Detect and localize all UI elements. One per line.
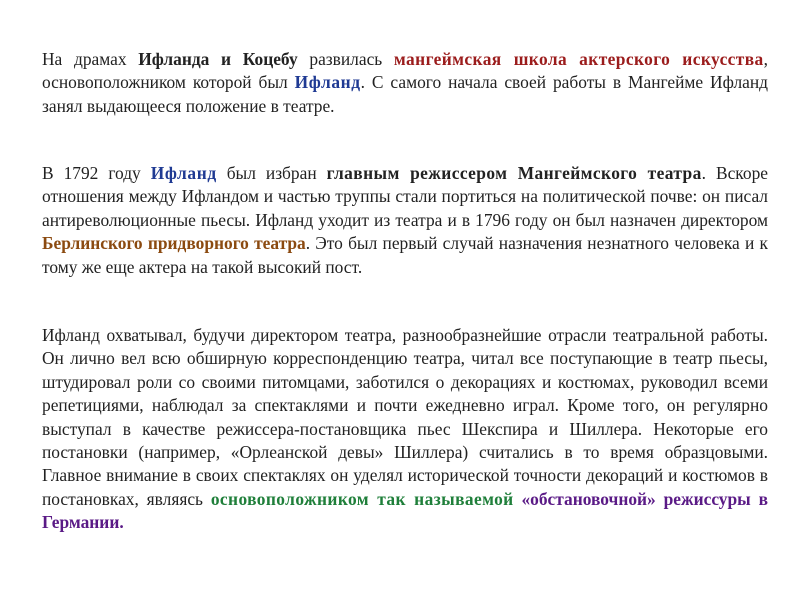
highlight-staging-directing: «обстановочной» режиссуры в Германии. xyxy=(42,488,768,533)
highlight-iffland: Ифланд xyxy=(294,72,361,93)
text: , основоположником которой был xyxy=(42,49,768,93)
text: был избран xyxy=(216,163,327,183)
text: В 1792 году xyxy=(42,163,151,183)
text: . С самого начала своей работы в Мангейме Ифланд занял выдающееся положение в театре. xyxy=(42,72,769,116)
bold-text-chief-director: главным режиссером Мангеймского театра xyxy=(326,163,702,183)
highlight-iffland: Ифланд xyxy=(150,163,217,183)
text: . Это был первый случай назначения незнатного человека и к тому же еще актера на такой высокий пост. xyxy=(42,233,768,277)
paragraph-1792 xyxy=(42,162,768,279)
highlight-founder: основоположником так называемой xyxy=(210,488,514,509)
bold-text-iffland-kotzebue: Ифланда и Коцебу xyxy=(138,49,298,69)
text: Ифланд охватывал, будучи директором театра, разнообразнейшие отрасли театральной работы. Он лично вел всю обширную корреспонденцию театра, читал все поступающие в театр пьесы, штудировал роли со своими питомцами, заботился о декорациях и костюмах, руководил всеми репетициями, наблюдал за спектаклями и почти ежедневно играл. Кроме того, он регулярно выступал в качестве режиссера-постановщика пьес Шекспира и Шиллера. Некоторые его постановки (например, «Орлеанской девы» Шиллера) считались в то время образцовыми. Главное внимание в своих спектаклях он уделял исторической точности декораций и костюмов в постановках, являясь xyxy=(42,325,768,509)
text: развилась xyxy=(297,49,394,69)
paragraph-director-work xyxy=(42,324,768,535)
text: На драмах xyxy=(42,49,139,69)
highlight-mannheim-school: мангеймская школа актерского искусства xyxy=(393,49,764,69)
paragraph-mannheim-school xyxy=(42,48,768,118)
text: . Вскоре отношения между Ифландом и частью труппы стали портиться на политической почве: он писал антиреволюционные пьесы. Ифланд уходит из театра и в 1796 году он был назначен директором xyxy=(42,163,768,230)
highlight-berlin-court-theatre: Берлинского придворного театра xyxy=(42,233,306,254)
